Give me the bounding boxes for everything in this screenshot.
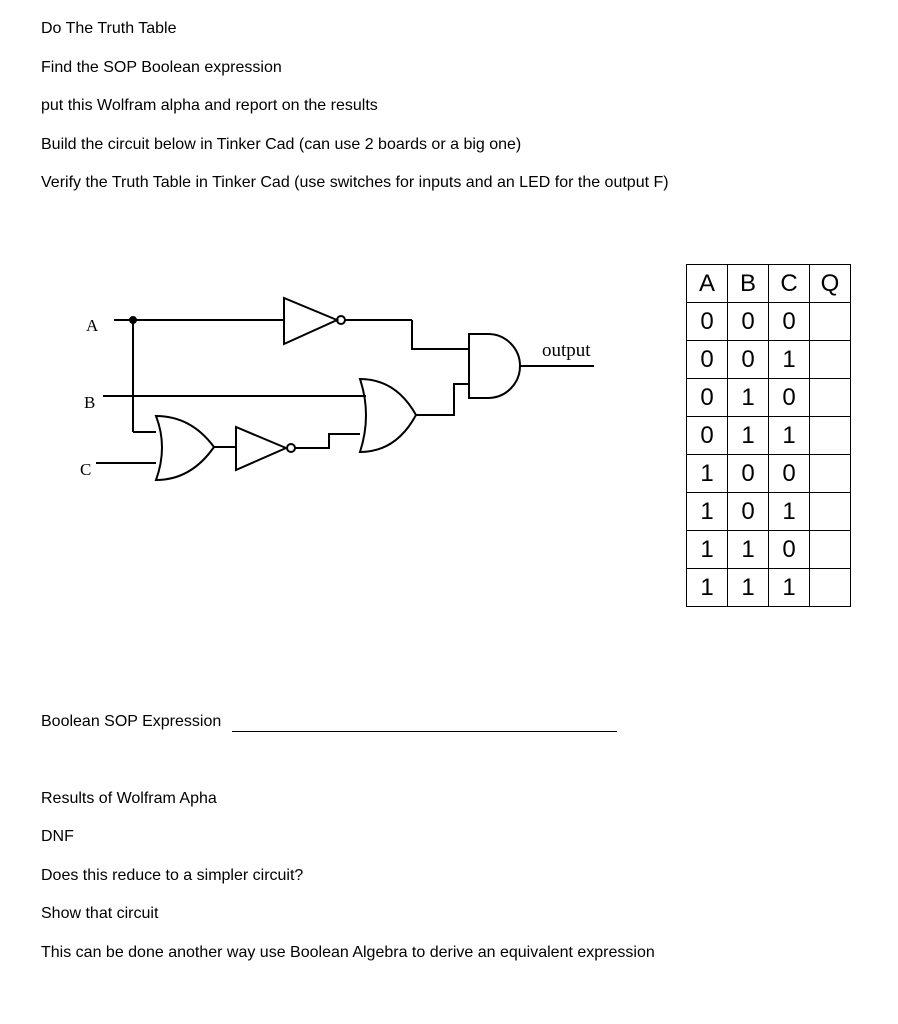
cell-a: 0	[687, 303, 728, 341]
cell-q	[810, 303, 851, 341]
cell-q	[810, 569, 851, 607]
cell-q	[810, 455, 851, 493]
cell-c: 0	[769, 379, 810, 417]
instruction-build-circuit: Build the circuit below in Tinker Cad (can use 2 boards or a big one)	[41, 136, 522, 153]
cell-a: 1	[687, 569, 728, 607]
boolean-algebra-text: This can be done another way use Boolean Algebra to derive an equivalent expression	[41, 944, 655, 961]
instruction-wolfram: put this Wolfram alpha and report on the results	[41, 97, 378, 114]
header-b: B	[728, 265, 769, 303]
table-row	[687, 493, 851, 531]
cell-c: 0	[769, 531, 810, 569]
input-b-label: B	[84, 393, 96, 412]
not-gate-a	[284, 298, 337, 344]
cell-c: 1	[769, 569, 810, 607]
cell-q	[810, 417, 851, 455]
cell-b: 0	[728, 493, 769, 531]
cell-b: 1	[728, 417, 769, 455]
dnf-label: DNF	[41, 828, 74, 845]
question-simpler-circuit: Does this reduce to a simpler circuit?	[41, 867, 304, 884]
instruction-truth-table: Do The Truth Table	[41, 20, 177, 37]
table-row	[687, 531, 851, 569]
cell-a: 0	[687, 341, 728, 379]
cell-a: 1	[687, 493, 728, 531]
header-c: C	[769, 265, 810, 303]
truth-table	[686, 264, 851, 607]
cell-q	[810, 379, 851, 417]
table-row	[687, 417, 851, 455]
header-q: Q	[810, 265, 851, 303]
cell-a: 1	[687, 455, 728, 493]
input-a-label: A	[86, 316, 99, 335]
not-gate-or	[236, 427, 286, 470]
cell-a: 1	[687, 531, 728, 569]
cell-c: 1	[769, 417, 810, 455]
cell-c: 0	[769, 455, 810, 493]
cell-q	[810, 341, 851, 379]
cell-q	[810, 493, 851, 531]
wire-or2-out	[416, 384, 469, 415]
instruction-sop: Find the SOP Boolean expression	[41, 59, 282, 76]
cell-c: 1	[769, 341, 810, 379]
cell-a: 0	[687, 417, 728, 455]
or-gate-ac	[156, 416, 214, 480]
and-gate	[469, 334, 520, 398]
table-row	[687, 455, 851, 493]
table-row	[687, 303, 851, 341]
output-label: output	[542, 340, 591, 361]
instruction-verify: Verify the Truth Table in Tinker Cad (use switches for inputs and an LED for the output F)	[41, 174, 669, 191]
cell-b: 1	[728, 531, 769, 569]
wire-to-or2	[295, 434, 360, 448]
wire-to-and-top	[412, 320, 469, 349]
table-row	[687, 341, 851, 379]
cell-b: 0	[728, 341, 769, 379]
truth-table-header-row	[687, 265, 851, 303]
sop-answer-blank[interactable]	[232, 731, 617, 732]
logic-circuit-diagram	[76, 282, 616, 512]
table-row	[687, 379, 851, 417]
cell-q	[810, 531, 851, 569]
or-gate-b	[360, 379, 416, 452]
show-circuit-text: Show that circuit	[41, 905, 159, 922]
results-heading: Results of Wolfram Apha	[41, 790, 217, 807]
cell-b: 0	[728, 303, 769, 341]
cell-c: 0	[769, 303, 810, 341]
cell-b: 0	[728, 455, 769, 493]
input-c-label: C	[80, 460, 92, 479]
cell-a: 0	[687, 379, 728, 417]
table-row	[687, 569, 851, 607]
cell-b: 1	[728, 569, 769, 607]
cell-b: 1	[728, 379, 769, 417]
cell-c: 1	[769, 493, 810, 531]
sop-expression-label: Boolean SOP Expression	[41, 713, 222, 730]
header-a: A	[687, 265, 728, 303]
